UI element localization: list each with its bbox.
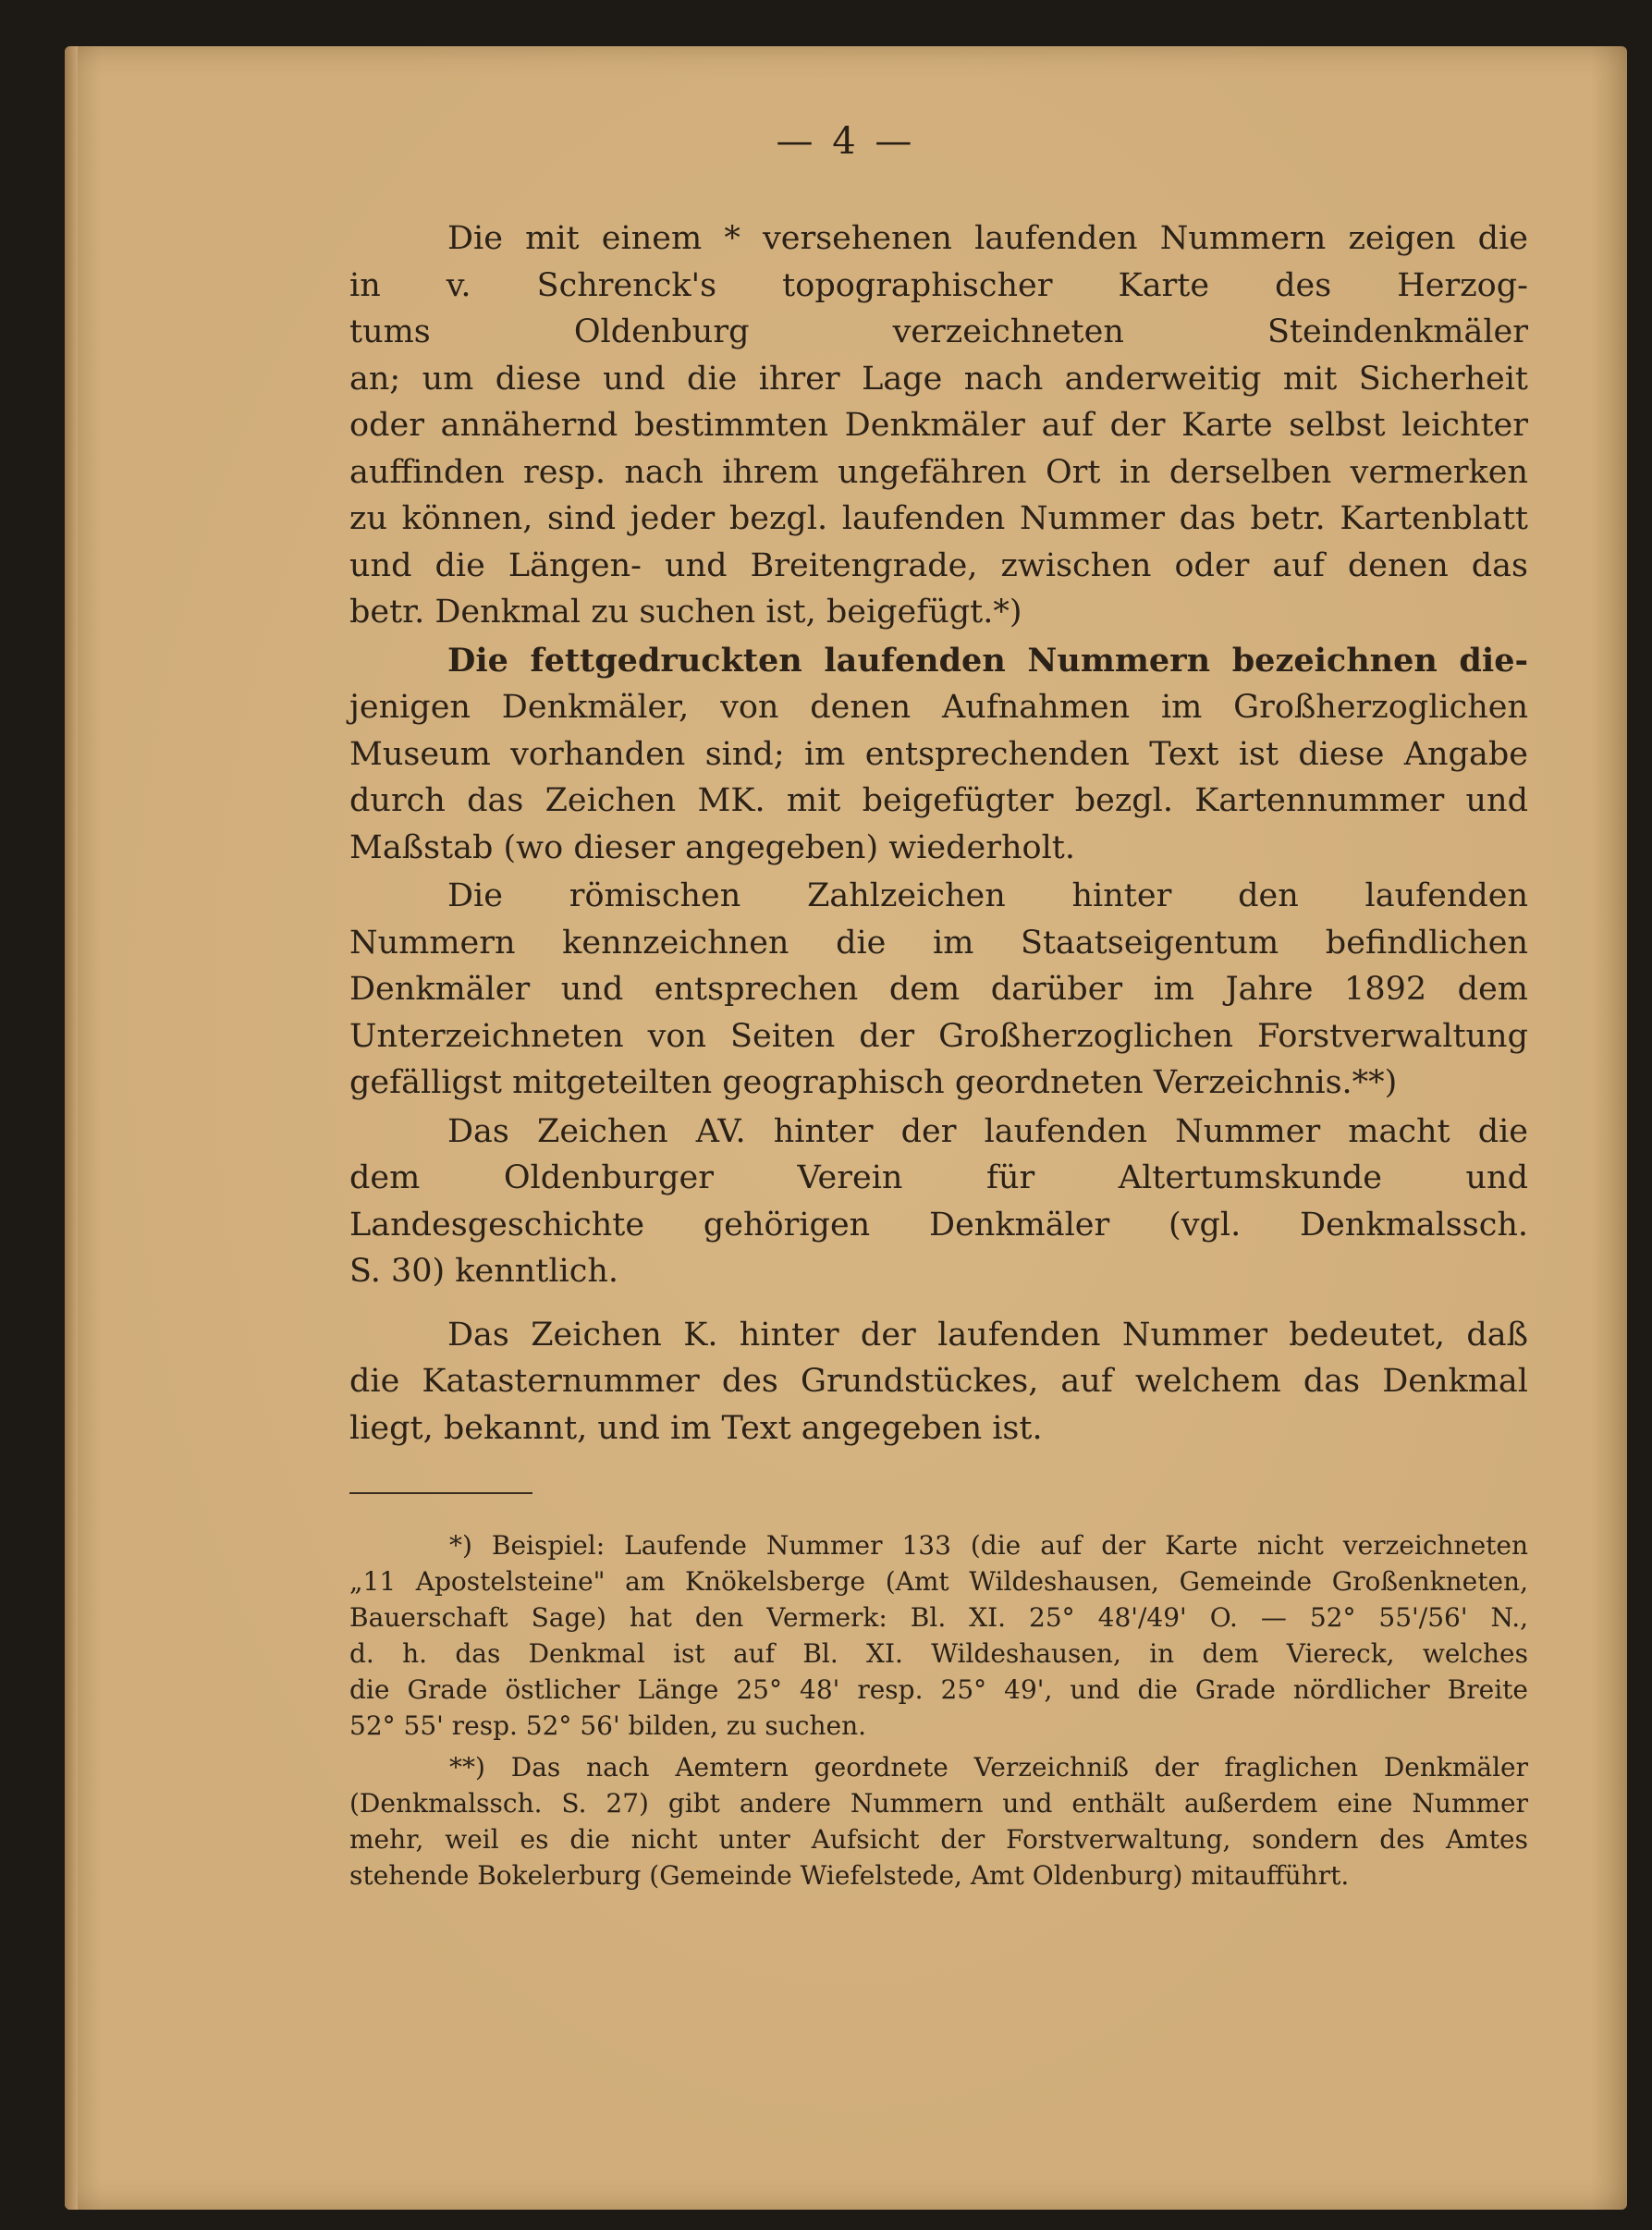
footnote-line: *) Beispiel: Laufende Nummer 133 (die auf der Karte nicht verzeichneten bbox=[449, 1530, 1528, 1561]
text-line: Museum vorhanden sind; im entsprechenden Text ist diese Angabe bbox=[349, 735, 1528, 773]
paragraph-3 bbox=[349, 873, 1528, 1107]
page-spine-edge bbox=[65, 46, 78, 2210]
paragraph-1 bbox=[349, 215, 1528, 636]
page-body bbox=[349, 215, 1528, 1893]
text-line: Denkmäler und entsprechen dem darüber im Jahre 1892 dem bbox=[349, 971, 1528, 1008]
page-number-header: — 4 — bbox=[776, 120, 916, 163]
text-line: jenigen Denkmäler, von denen Aufnahmen im Großherzoglichen bbox=[349, 689, 1528, 726]
text-line: Die römischen Zahlzeichen hinter den laufenden bbox=[447, 877, 1528, 914]
footnote-line: (Denkmalssch. S. 27) gibt andere Nummern und enthält außerdem eine Nummer bbox=[349, 1788, 1528, 1819]
text-line: dem Oldenburger Verein für Altertumskunde und bbox=[349, 1159, 1528, 1196]
text-line: oder annähernd bestimmten Denkmäler auf der Karte selbst leichter bbox=[349, 407, 1528, 444]
text-line: Die fettgedruckten laufenden Nummern bezeichnen die- bbox=[447, 641, 1528, 680]
footnote-line: mehr, weil es die nicht unter Aufsicht der Forstverwaltung, sondern des Amtes bbox=[349, 1824, 1528, 1855]
text-line: gefälligst mitgeteilten geographisch geordneten Verzeichnis.**) bbox=[349, 1064, 1398, 1101]
text-line: Unterzeichneten von Seiten der Großherzoglichen Forstverwaltung bbox=[349, 1017, 1528, 1055]
text-line: betr. Denkmal zu suchen ist, beigefügt.*) bbox=[349, 594, 1022, 631]
footnote-separator bbox=[349, 1492, 532, 1494]
text-line: Die mit einem * versehenen laufenden Nummern zeigen die bbox=[447, 220, 1528, 257]
paragraph-2 bbox=[349, 638, 1528, 872]
text-line: Landesgeschichte gehörigen Denkmäler (vgl. Denkmalssch. bbox=[349, 1206, 1528, 1244]
paragraph-gap bbox=[349, 1295, 1528, 1312]
text-line: die Katasternummer des Grundstückes, auf welchem das Denkmal bbox=[349, 1363, 1528, 1400]
text-line: an; um diese und die ihrer Lage nach anderweitig mit Sicherheit bbox=[349, 360, 1528, 398]
text-line: zu können, sind jeder bezgl. laufenden Nummer das betr. Kartenblatt bbox=[349, 500, 1528, 537]
footnote-line: die Grade östlicher Länge 25° 48' resp. 25° 49', und die Grade nördlicher Breite bbox=[349, 1674, 1528, 1705]
text-line: Nummern kennzeichnen die im Staatseigentum befindlichen bbox=[349, 924, 1528, 962]
text-line: tums Oldenburg verzeichneten Steindenkmäler bbox=[349, 313, 1528, 350]
footnote-line: **) Das nach Aemtern geordnete Verzeichniß der fraglichen Denkmäler bbox=[449, 1752, 1528, 1783]
text-line: in v. Schrenck's topographischer Karte des Herzog- bbox=[349, 266, 1528, 304]
text-line: S. 30) kenntlich. bbox=[349, 1253, 619, 1290]
text-line: und die Längen- und Breitengrade, zwischen oder auf denen das bbox=[349, 546, 1528, 584]
paragraph-4 bbox=[349, 1109, 1528, 1295]
text-line: durch das Zeichen MK. mit beigefügter bezgl. Kartennummer und bbox=[349, 782, 1528, 819]
text-line: Das Zeichen K. hinter der laufenden Nummer bedeutet, daß bbox=[447, 1316, 1528, 1354]
footnote-2 bbox=[349, 1749, 1528, 1893]
footnote-line: „11 Apostelsteine" am Knökelsberge (Amt Wildeshausen, Gemeinde Großenkneten, bbox=[349, 1566, 1528, 1597]
footnote-line: stehende Bokelerburg (Gemeinde Wiefelstede, Amt Oldenburg) mitaufführt. bbox=[349, 1860, 1350, 1891]
footnote-line: Bauerschaft Sage) hat den Vermerk: Bl. XI. 25° 48'/49' O. — 52° 55'/56' N., bbox=[349, 1602, 1528, 1633]
book-page bbox=[65, 46, 1627, 2210]
text-line: liegt, bekannt, und im Text angegeben ist. bbox=[349, 1409, 1043, 1447]
text-line: Das Zeichen AV. hinter der laufenden Nummer macht die bbox=[447, 1112, 1528, 1150]
text-line: auffinden resp. nach ihrem ungefähren Ort in derselben vermerken bbox=[349, 453, 1528, 491]
paragraph-5 bbox=[349, 1312, 1528, 1452]
footnote-line: 52° 55' resp. 52° 56' bilden, zu suchen. bbox=[349, 1710, 867, 1741]
footnote-1 bbox=[349, 1527, 1528, 1744]
footnote-line: d. h. das Denkmal ist auf Bl. XI. Wildeshausen, in dem Viereck, welches bbox=[349, 1638, 1528, 1669]
text-line: Maßstab (wo dieser angegeben) wiederholt. bbox=[349, 828, 1075, 866]
